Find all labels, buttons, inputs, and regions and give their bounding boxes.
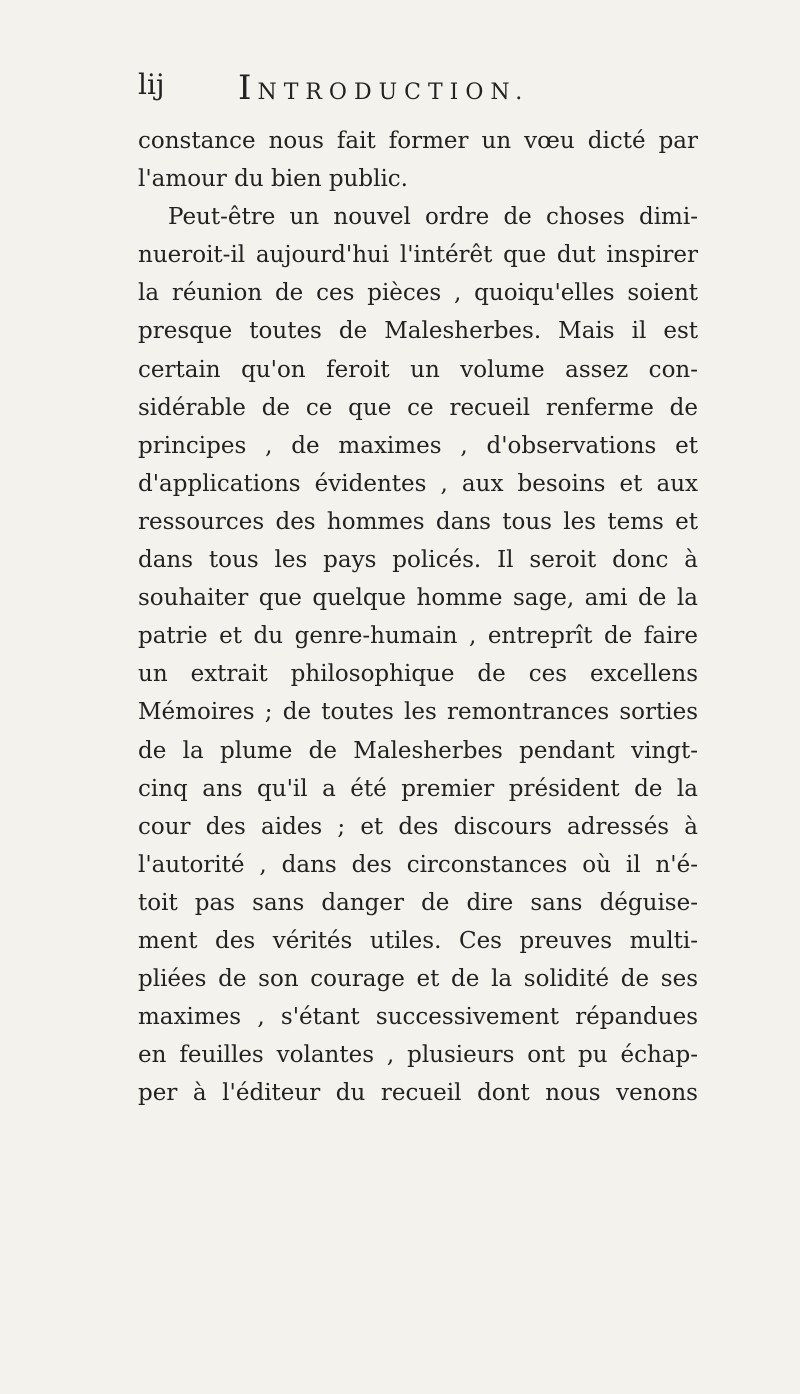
page-header bbox=[138, 68, 698, 108]
text-line: l'autorité , dans des circonstances où il n'é- bbox=[138, 851, 698, 878]
text-line: patrie et du genre-humain , entreprît de faire bbox=[138, 623, 698, 650]
text-line: constance nous fait former un vœu dicté par bbox=[138, 128, 698, 154]
text-line: ressources des hommes dans tous les tems et bbox=[138, 508, 698, 535]
text-line: toit pas sans danger de dire sans déguise- bbox=[138, 889, 698, 916]
text-line: certain qu'on feroit un volume assez con- bbox=[138, 356, 698, 383]
text-line: nueroit-il aujourd'hui l'intérêt que dut inspirer bbox=[138, 242, 698, 269]
text-line: per à l'éditeur du recueil dont nous venons bbox=[138, 1080, 698, 1107]
text-line: en feuilles volantes , plusieurs ont pu échap- bbox=[138, 1042, 698, 1069]
text-line: dans tous les pays policés. Il seroit donc à bbox=[138, 547, 698, 574]
text-line: l'amour du bien public. bbox=[138, 166, 408, 193]
text-line: souhaiter que quelque homme sage, ami de la bbox=[138, 585, 698, 612]
text-line: un extrait philosophique de ces excellens bbox=[138, 661, 698, 688]
text-line: la réunion de ces pièces , quoiqu'elles soient bbox=[138, 280, 698, 307]
text-line: maximes , s'étant successivement répandues bbox=[138, 1004, 698, 1031]
text-line: de la plume de Malesherbes pendant vingt- bbox=[138, 737, 698, 764]
text-line: Mémoires ; de toutes les remontrances sorties bbox=[138, 699, 698, 726]
running-title-rest: NTRODUCTION. bbox=[257, 80, 530, 105]
text-line: cinq ans qu'il a été premier président de la bbox=[138, 775, 698, 802]
running-title bbox=[238, 68, 529, 108]
page-number: lij bbox=[138, 68, 165, 101]
body-text bbox=[138, 122, 698, 1112]
text-line: ment des vérités utiles. Ces preuves multi- bbox=[138, 927, 698, 954]
text-line: principes , de maximes , d'observations et bbox=[138, 432, 698, 459]
text-line: presque toutes de Malesherbes. Mais il est bbox=[138, 318, 698, 345]
paragraph-first-line: Peut-être un nouvel ordre de choses dimi- bbox=[168, 204, 698, 231]
text-line: d'applications évidentes , aux besoins et aux bbox=[138, 470, 698, 497]
text-line: cour des aides ; et des discours adressés à bbox=[138, 813, 698, 840]
running-title-initial: I bbox=[238, 68, 258, 108]
text-line: sidérable de ce que ce recueil renferme de bbox=[138, 394, 698, 421]
text-line: pliées de son courage et de la solidité de ses bbox=[138, 966, 698, 993]
